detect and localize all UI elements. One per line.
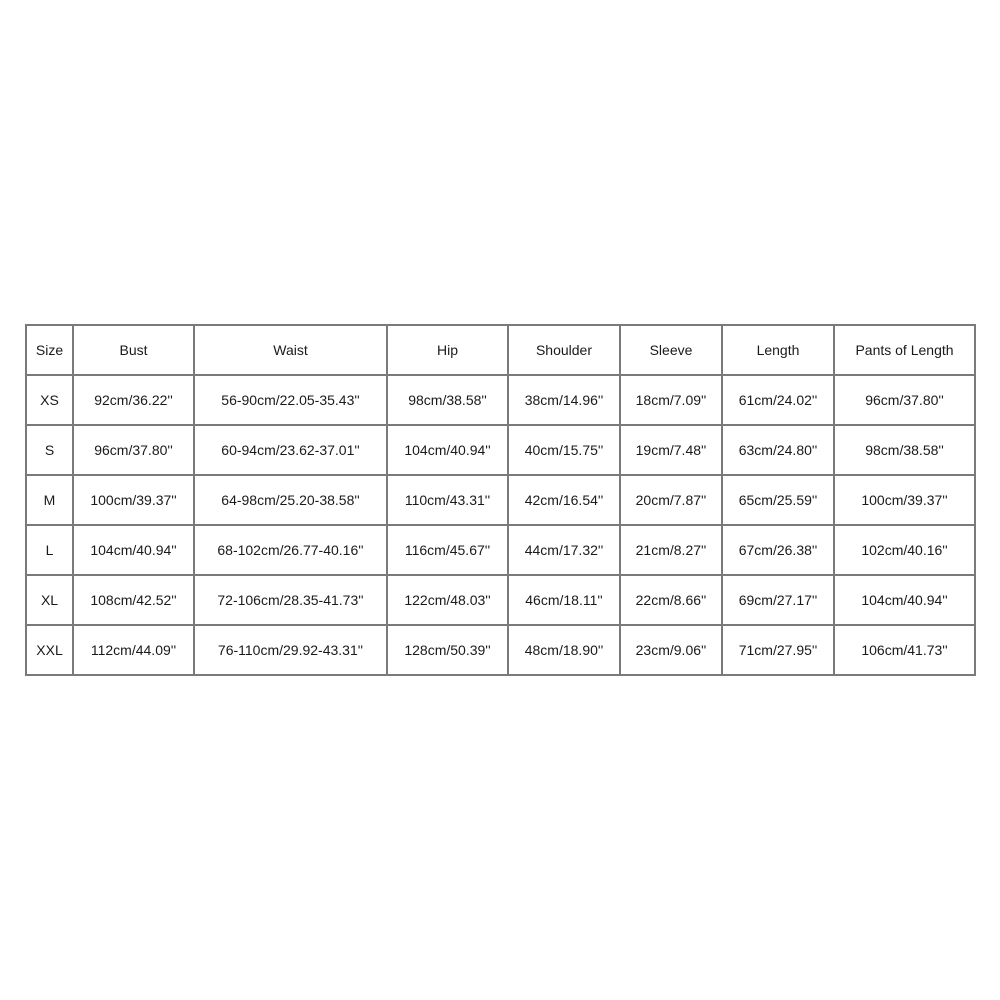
size-cell: XS xyxy=(26,375,73,425)
waist-cell: 60-94cm/23.62-37.01'' xyxy=(194,425,387,475)
shoulder-cell: 44cm/17.32'' xyxy=(508,525,620,575)
hip-cell: 116cm/45.67'' xyxy=(387,525,508,575)
table-row xyxy=(26,575,975,625)
hip-cell: 128cm/50.39'' xyxy=(387,625,508,675)
header-cell-hip: Hip xyxy=(387,325,508,375)
length-cell: 63cm/24.80'' xyxy=(722,425,834,475)
shoulder-cell: 40cm/15.75'' xyxy=(508,425,620,475)
pants-length-cell: 104cm/40.94'' xyxy=(834,575,975,625)
pants-length-cell: 102cm/40.16'' xyxy=(834,525,975,575)
sleeve-cell: 22cm/8.66'' xyxy=(620,575,722,625)
header-cell-sleeve: Sleeve xyxy=(620,325,722,375)
sleeve-cell: 23cm/9.06'' xyxy=(620,625,722,675)
bust-cell: 96cm/37.80'' xyxy=(73,425,194,475)
length-cell: 61cm/24.02'' xyxy=(722,375,834,425)
hip-cell: 98cm/38.58'' xyxy=(387,375,508,425)
waist-cell: 56-90cm/22.05-35.43'' xyxy=(194,375,387,425)
bust-cell: 92cm/36.22'' xyxy=(73,375,194,425)
sleeve-cell: 19cm/7.48'' xyxy=(620,425,722,475)
header-cell-waist: Waist xyxy=(194,325,387,375)
header-cell-shoulder: Shoulder xyxy=(508,325,620,375)
waist-cell: 76-110cm/29.92-43.31'' xyxy=(194,625,387,675)
shoulder-cell: 42cm/16.54'' xyxy=(508,475,620,525)
table-row xyxy=(26,625,975,675)
size-cell: XXL xyxy=(26,625,73,675)
waist-cell: 72-106cm/28.35-41.73'' xyxy=(194,575,387,625)
size-chart-table xyxy=(25,324,976,676)
sleeve-cell: 20cm/7.87'' xyxy=(620,475,722,525)
header-cell-bust: Bust xyxy=(73,325,194,375)
bust-cell: 100cm/39.37'' xyxy=(73,475,194,525)
shoulder-cell: 46cm/18.11'' xyxy=(508,575,620,625)
size-cell: S xyxy=(26,425,73,475)
length-cell: 71cm/27.95'' xyxy=(722,625,834,675)
length-cell: 67cm/26.38'' xyxy=(722,525,834,575)
size-cell: XL xyxy=(26,575,73,625)
waist-cell: 64-98cm/25.20-38.58'' xyxy=(194,475,387,525)
table-row xyxy=(26,375,975,425)
shoulder-cell: 38cm/14.96'' xyxy=(508,375,620,425)
hip-cell: 110cm/43.31'' xyxy=(387,475,508,525)
size-cell: M xyxy=(26,475,73,525)
table-row xyxy=(26,425,975,475)
header-cell-length: Length xyxy=(722,325,834,375)
bust-cell: 108cm/42.52'' xyxy=(73,575,194,625)
table-row xyxy=(26,475,975,525)
pants-length-cell: 106cm/41.73'' xyxy=(834,625,975,675)
bust-cell: 104cm/40.94'' xyxy=(73,525,194,575)
size-cell: L xyxy=(26,525,73,575)
header-cell-size: Size xyxy=(26,325,73,375)
sleeve-cell: 18cm/7.09'' xyxy=(620,375,722,425)
header-row xyxy=(26,325,975,375)
hip-cell: 122cm/48.03'' xyxy=(387,575,508,625)
length-cell: 65cm/25.59'' xyxy=(722,475,834,525)
pants-length-cell: 96cm/37.80'' xyxy=(834,375,975,425)
waist-cell: 68-102cm/26.77-40.16'' xyxy=(194,525,387,575)
pants-length-cell: 98cm/38.58'' xyxy=(834,425,975,475)
table-row xyxy=(26,525,975,575)
pants-length-cell: 100cm/39.37'' xyxy=(834,475,975,525)
header-cell-pants-length: Pants of Length xyxy=(834,325,975,375)
shoulder-cell: 48cm/18.90'' xyxy=(508,625,620,675)
length-cell: 69cm/27.17'' xyxy=(722,575,834,625)
hip-cell: 104cm/40.94'' xyxy=(387,425,508,475)
sleeve-cell: 21cm/8.27'' xyxy=(620,525,722,575)
bust-cell: 112cm/44.09'' xyxy=(73,625,194,675)
